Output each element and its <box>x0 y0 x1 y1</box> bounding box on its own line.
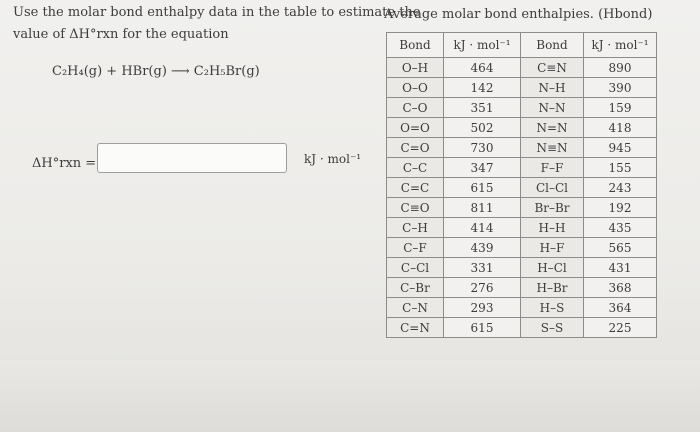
cell-bond-right: C≡N <box>521 58 584 78</box>
cell-enthalpy-right: 890 <box>584 58 657 78</box>
cell-enthalpy-right: 435 <box>584 218 657 238</box>
cell-bond-left: C–H <box>387 218 444 238</box>
cell-enthalpy-left: 276 <box>444 278 521 298</box>
table-row <box>387 198 657 218</box>
cell-enthalpy-left: 502 <box>444 118 521 138</box>
cell-enthalpy-right: 155 <box>584 158 657 178</box>
cell-bond-left: O–O <box>387 78 444 98</box>
table-row <box>387 178 657 198</box>
table-row <box>387 318 657 338</box>
bond-enthalpy-table <box>386 32 657 338</box>
header-bond-right: Bond <box>521 33 584 58</box>
enthalpy-answer-label: ΔH°rxn = <box>32 156 97 171</box>
question-line-1: Use the molar bond enthalpy data in the table to estimate the <box>13 5 421 20</box>
cell-enthalpy-left: 414 <box>444 218 521 238</box>
cell-bond-left: C=C <box>387 178 444 198</box>
table-row <box>387 278 657 298</box>
table-row <box>387 118 657 138</box>
header-bond-left: Bond <box>387 33 444 58</box>
bottom-panel <box>0 360 700 432</box>
cell-enthalpy-left: 730 <box>444 138 521 158</box>
cell-enthalpy-right: 368 <box>584 278 657 298</box>
cell-enthalpy-left: 293 <box>444 298 521 318</box>
cell-bond-right: H–F <box>521 238 584 258</box>
table-row <box>387 258 657 278</box>
cell-bond-left: C–N <box>387 298 444 318</box>
cell-enthalpy-right: 431 <box>584 258 657 278</box>
cell-bond-right: Cl–Cl <box>521 178 584 198</box>
cell-bond-left: C–Br <box>387 278 444 298</box>
cell-bond-left: C–O <box>387 98 444 118</box>
reaction-equation: C₂H₄(g) + HBr(g) ⟶ C₂H₅Br(g) <box>52 64 260 79</box>
cell-bond-left: C–C <box>387 158 444 178</box>
cell-bond-left: O–H <box>387 58 444 78</box>
cell-enthalpy-right: 225 <box>584 318 657 338</box>
cell-bond-right: N=N <box>521 118 584 138</box>
cell-enthalpy-right: 364 <box>584 298 657 318</box>
cell-enthalpy-left: 347 <box>444 158 521 178</box>
table-row <box>387 58 657 78</box>
cell-bond-right: H–Br <box>521 278 584 298</box>
table-row <box>387 298 657 318</box>
cell-bond-right: N–N <box>521 98 584 118</box>
cell-enthalpy-left: 615 <box>444 318 521 338</box>
cell-enthalpy-right: 243 <box>584 178 657 198</box>
cell-enthalpy-right: 945 <box>584 138 657 158</box>
cell-enthalpy-left: 351 <box>444 98 521 118</box>
cell-bond-left: C=N <box>387 318 444 338</box>
cell-enthalpy-right: 390 <box>584 78 657 98</box>
table-row <box>387 158 657 178</box>
table-header-row <box>387 33 657 58</box>
cell-enthalpy-left: 142 <box>444 78 521 98</box>
cell-enthalpy-left: 811 <box>444 198 521 218</box>
cell-bond-left: O=O <box>387 118 444 138</box>
cell-enthalpy-left: 464 <box>444 58 521 78</box>
table-row <box>387 78 657 98</box>
cell-bond-left: C≡O <box>387 198 444 218</box>
cell-bond-right: N–H <box>521 78 584 98</box>
question-line-2: value of ΔH°rxn for the equation <box>13 27 229 42</box>
cell-bond-right: N≡N <box>521 138 584 158</box>
cell-bond-right: F–F <box>521 158 584 178</box>
header-enthalpy-left: kJ · mol⁻¹ <box>444 33 521 58</box>
cell-enthalpy-right: 192 <box>584 198 657 218</box>
cell-enthalpy-right: 565 <box>584 238 657 258</box>
cell-bond-right: Br–Br <box>521 198 584 218</box>
table-row <box>387 138 657 158</box>
cell-bond-right: H–S <box>521 298 584 318</box>
enthalpy-answer-input[interactable] <box>97 143 287 173</box>
table-title: Average molar bond enthalpies. (Hbond) <box>384 7 653 22</box>
cell-bond-right: H–H <box>521 218 584 238</box>
table-row <box>387 238 657 258</box>
table-row <box>387 98 657 118</box>
cell-enthalpy-left: 439 <box>444 238 521 258</box>
cell-enthalpy-left: 615 <box>444 178 521 198</box>
cell-bond-right: S–S <box>521 318 584 338</box>
cell-enthalpy-right: 159 <box>584 98 657 118</box>
cell-bond-left: C–Cl <box>387 258 444 278</box>
header-enthalpy-right: kJ · mol⁻¹ <box>584 33 657 58</box>
cell-bond-right: H–Cl <box>521 258 584 278</box>
cell-enthalpy-left: 331 <box>444 258 521 278</box>
cell-enthalpy-right: 418 <box>584 118 657 138</box>
table-row <box>387 218 657 238</box>
cell-bond-left: C=O <box>387 138 444 158</box>
cell-bond-left: C–F <box>387 238 444 258</box>
answer-unit: kJ · mol⁻¹ <box>304 152 362 166</box>
